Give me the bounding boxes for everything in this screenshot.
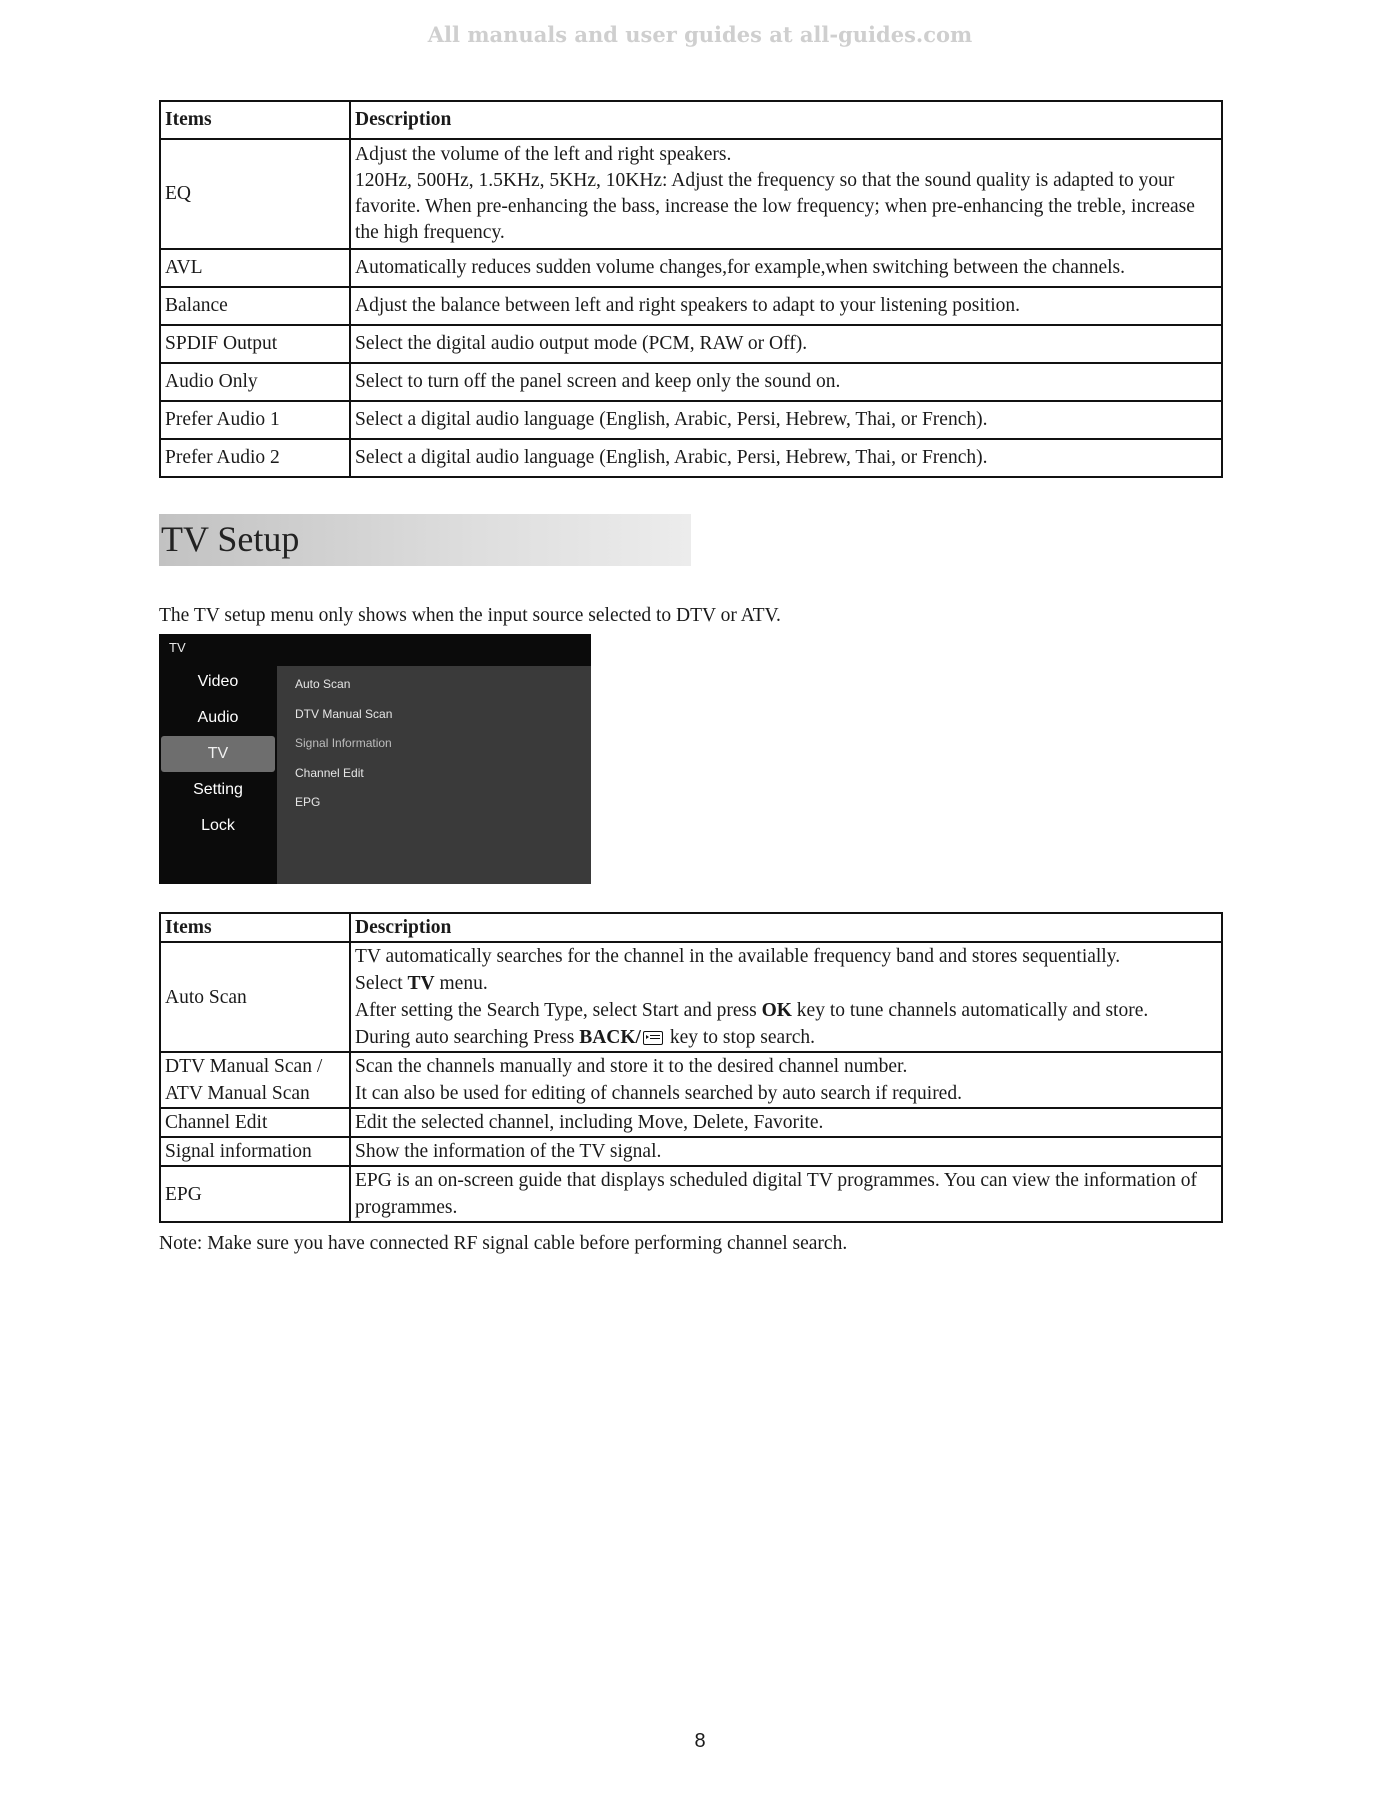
table-row: [160, 325, 1222, 363]
tv-menu-sidebar: [159, 664, 277, 844]
page-number: 8: [694, 1730, 706, 1752]
teletext-back-icon: [643, 1031, 663, 1045]
intro-text: The TV setup menu only shows when the input source selected to DTV or ATV.: [159, 605, 781, 626]
description-line: [355, 997, 1217, 1024]
text-fragment: During auto searching Press: [355, 1027, 580, 1048]
menu-item-audio[interactable]: Audio: [197, 709, 239, 726]
description-line: Scan the channels manually and store it to the desired channel number.: [355, 1056, 908, 1077]
table-row: [160, 1166, 1222, 1222]
item-cell: EQ: [160, 139, 350, 249]
description-cell: Edit the selected channel, including Move, Delete, Favorite.: [350, 1108, 1222, 1137]
section-title: TV Setup: [161, 519, 300, 559]
note-text: Note: Make sure you have connected RF signal cable before performing channel search.: [159, 1233, 848, 1254]
description-line: Adjust the volume of the left and right speakers.: [355, 144, 732, 165]
table-row: [160, 1137, 1222, 1166]
description-cell: Show the information of the TV signal.: [350, 1137, 1222, 1166]
item-cell: Channel Edit: [160, 1108, 350, 1137]
table-row: [160, 363, 1222, 401]
description-line: [355, 1024, 1217, 1051]
description-line: 120Hz, 500Hz, 1.5KHz, 5KHz, 10KHz: Adjust the frequency so that the sound quality is adapted to your favorite. When pre-enhancing the bass, increase the low frequency; when pre-enhancing the treble, increase the high frequency.: [355, 170, 1195, 243]
item-cell: Signal information: [160, 1137, 350, 1166]
description-line: It can also be used for editing of channels searched by auto search if required.: [355, 1083, 962, 1104]
item-cell: Auto Scan: [160, 942, 350, 1052]
text-fragment: menu.: [434, 973, 488, 994]
table-row: [160, 139, 1222, 249]
item-cell: Prefer Audio 1: [160, 401, 350, 439]
description-cell: Select to turn off the panel screen and keep only the sound on.: [350, 363, 1222, 401]
menu-item-lock[interactable]: Lock: [201, 817, 235, 834]
submenu-item-channel-edit[interactable]: Channel Edit: [295, 765, 364, 780]
item-cell: Audio Only: [160, 363, 350, 401]
description-cell: [350, 139, 1222, 249]
description-cell: [350, 942, 1222, 1052]
table-header-row: [160, 913, 1222, 942]
text-fragment: Select: [355, 973, 408, 994]
watermark: All manuals and user guides at all-guides.com: [427, 22, 973, 47]
header-description: Description: [350, 101, 1222, 139]
table-row: [160, 1052, 1222, 1108]
item-cell: SPDIF Output: [160, 325, 350, 363]
description-cell: [350, 1052, 1222, 1108]
tv-submenu: [277, 666, 591, 884]
menu-item-setting[interactable]: Setting: [193, 781, 243, 798]
description-cell: EPG is an on-screen guide that displays scheduled digital TV programmes. You can view the information of programmes.: [350, 1166, 1222, 1222]
description-cell: Adjust the balance between left and right speakers to adapt to your listening position.: [350, 287, 1222, 325]
menu-item-tv[interactable]: TV: [161, 736, 275, 772]
header-items: Items: [160, 913, 350, 942]
item-cell: Prefer Audio 2: [160, 439, 350, 477]
item-cell: AVL: [160, 249, 350, 287]
table-row: [160, 287, 1222, 325]
tv-menu-title: TV: [169, 640, 186, 655]
description-cell: Select a digital audio language (English, Arabic, Persi, Hebrew, Thai, or French).: [350, 439, 1222, 477]
description-cell: Select the digital audio output mode (PCM, RAW or Off).: [350, 325, 1222, 363]
item-cell: [160, 1052, 350, 1108]
tv-menu-screenshot: [159, 634, 591, 884]
item-line: ATV Manual Scan: [165, 1083, 310, 1104]
table-row: [160, 249, 1222, 287]
bold-key: OK: [761, 1000, 792, 1021]
table-header-row: [160, 101, 1222, 139]
description-cell: Select a digital audio language (English, Arabic, Persi, Hebrew, Thai, or French).: [350, 401, 1222, 439]
submenu-item-auto-scan[interactable]: Auto Scan: [295, 677, 351, 691]
section-banner: [159, 514, 691, 566]
item-line: DTV Manual Scan /: [165, 1056, 323, 1077]
bold-key: BACK/: [579, 1027, 641, 1048]
text-fragment: key to stop search.: [664, 1027, 815, 1048]
description-line: TV automatically searches for the channel in the available frequency band and stores sequentially.: [355, 946, 1121, 967]
text-fragment: After setting the Search Type, select Start and press: [355, 1000, 762, 1021]
submenu-item-epg[interactable]: EPG: [295, 795, 321, 809]
table-row: [160, 439, 1222, 477]
header-description: Description: [350, 913, 1222, 942]
tv-setup-table: [159, 912, 1223, 1223]
item-cell: EPG: [160, 1166, 350, 1222]
bold-key: TV: [407, 973, 435, 994]
submenu-item-dtv-manual-scan[interactable]: DTV Manual Scan: [295, 706, 393, 721]
header-items: Items: [160, 101, 350, 139]
table-row: [160, 942, 1222, 1052]
item-cell: Balance: [160, 287, 350, 325]
description-cell: Automatically reduces sudden volume changes,for example,when switching between the channels.: [350, 249, 1222, 287]
text-fragment: key to tune channels automatically and store.: [791, 1000, 1149, 1021]
table-row: [160, 1108, 1222, 1137]
submenu-item-signal-information[interactable]: Signal Information: [295, 736, 392, 750]
description-line: [355, 970, 1217, 997]
table-row: [160, 401, 1222, 439]
menu-item-video[interactable]: Video: [197, 673, 239, 690]
audio-settings-table: [159, 100, 1223, 478]
